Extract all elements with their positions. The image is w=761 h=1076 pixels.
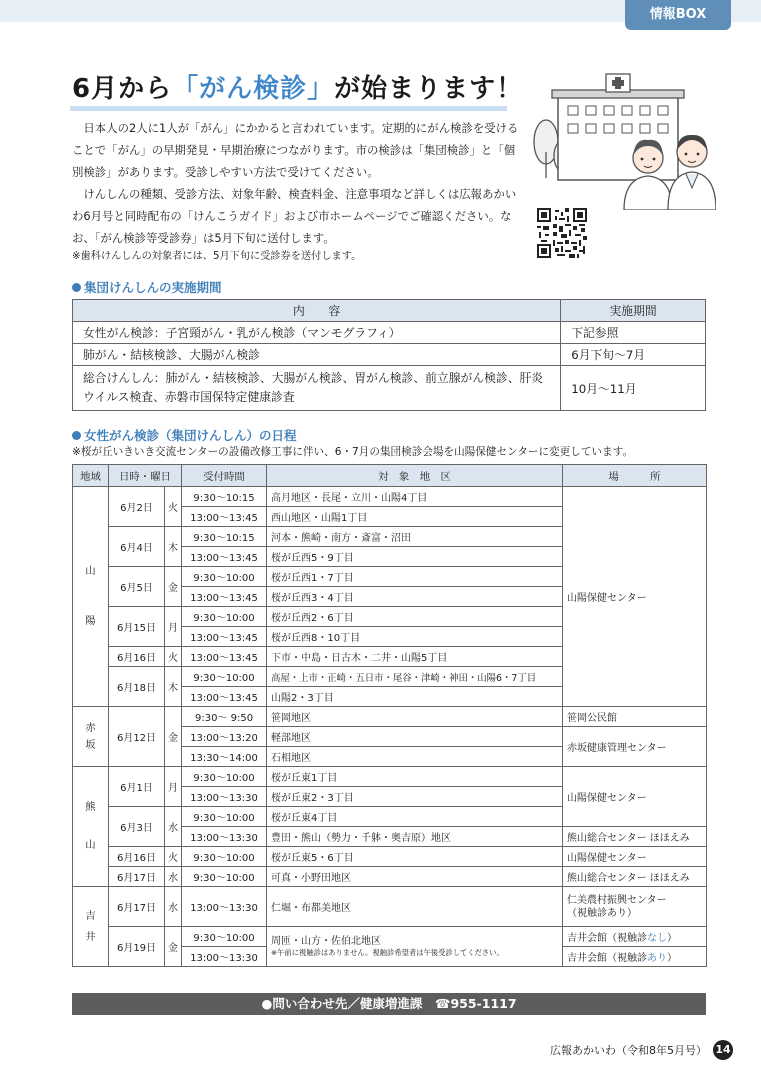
place-pre: 吉井会館（視触診 (567, 933, 648, 944)
cell-target: 桜が丘西1・7丁目 (267, 567, 563, 587)
section-heading-period-text: 集団けんしんの実施期間 (84, 280, 222, 295)
place-post: ） (667, 953, 678, 964)
cell-place (563, 887, 707, 927)
cell-target: 笹岡地区 (267, 707, 563, 727)
cell-day: 月 (165, 767, 182, 807)
cell-target: 石相地区 (267, 747, 563, 767)
place-highlight: あり (647, 953, 668, 964)
cell-time: 9:30～10:00 (182, 867, 267, 887)
intro-text (72, 117, 524, 265)
page-title (72, 68, 523, 105)
header-area: 地域 (73, 465, 109, 487)
title-underline (70, 106, 507, 111)
target-text: 周匝・山方・佐伯北地区 (271, 936, 382, 947)
cell-day: 水 (165, 807, 182, 847)
qr-code-icon[interactable] (537, 208, 587, 258)
intro-paragraph-1: 日本人の2人に1人が「がん」にかかると言われています。定期的にがん検診を受けることで「がん」の早期発見・早期治療につながります。市の検診は「集団検診」と「個別検診」があります。受診しやすい方法で受けてください。 (72, 121, 519, 179)
cell-target: 下市・中島・日古木・二井・山陽5丁目 (267, 647, 563, 667)
cell-target: 桜が丘西3・4丁目 (267, 587, 563, 607)
cell-date: 6月16日 (109, 847, 165, 867)
header-target: 対 象 地 区 (267, 465, 563, 487)
cell-day: 月 (165, 607, 182, 647)
cell-time: 9:30～10:00 (182, 567, 267, 587)
cell-time: 9:30～10:00 (182, 607, 267, 627)
area-sanyo: 山 陽 (73, 487, 109, 707)
cell-day: 火 (165, 487, 182, 527)
table-row (73, 887, 707, 927)
place-line2: （視触診あり） (567, 907, 638, 919)
table-header-row (73, 465, 707, 487)
cell-day: 木 (165, 527, 182, 567)
table-row (73, 767, 707, 787)
cell-time: 9:30～10:15 (182, 527, 267, 547)
place-highlight: なし (647, 933, 668, 944)
cell-time: 13:00～13:20 (182, 727, 267, 747)
section-heading-period (72, 278, 222, 296)
title-part2: が始まります！ (334, 74, 524, 104)
bullet-dot-icon (72, 283, 81, 292)
cell-date: 6月2日 (109, 487, 165, 527)
hospital-building-icon (552, 74, 684, 180)
cell-date: 6月1日 (109, 767, 165, 807)
cell-time: 9:30～10:00 (182, 807, 267, 827)
cell-place: 熊山総合センター ほほえみ (563, 827, 707, 847)
area-kumayama: 熊 山 (73, 767, 109, 887)
cell-target: 西山地区・山陽1丁目 (267, 507, 563, 527)
cell-target: 桜が丘東4丁目 (267, 807, 563, 827)
intro-note: ※歯科けんしんの対象者には、5月下旬に受診券を送付します。 (72, 251, 362, 262)
area-yoshii: 吉 井 (73, 887, 109, 967)
cell-time: 9:30～10:00 (182, 767, 267, 787)
info-box-tab: 情報BOX (625, 0, 731, 30)
cell-target: 桜が丘東1丁目 (267, 767, 563, 787)
cell-day: 金 (165, 567, 182, 607)
table-row (73, 927, 707, 947)
cell-time: 13:00～13:30 (182, 887, 267, 927)
cell-day: 水 (165, 887, 182, 927)
cell-date: 6月12日 (109, 707, 165, 767)
place-post: ） (667, 933, 678, 944)
contact-label: ●問い合わせ先／健康増進課 (261, 996, 423, 1011)
cell-target: 可真・小野田地区 (267, 867, 563, 887)
cell-day: 金 (165, 707, 182, 767)
cell-content: 総合けんしん：肺がん・結核検診、大腸がん検診、胃がん検診、前立腺がん検診、肝炎ウイルス検査、赤磐市国保特定健康診査 (73, 366, 561, 411)
cell-content: 肺がん・結核検診、大腸がん検診 (73, 344, 561, 366)
cell-time: 9:30～10:15 (182, 487, 267, 507)
cell-time: 13:30～14:00 (182, 747, 267, 767)
table-header-row (73, 300, 706, 322)
table-row (73, 847, 707, 867)
table-row (73, 322, 706, 344)
cell-place: 熊山総合センター ほほえみ (563, 867, 707, 887)
table-row (73, 344, 706, 366)
contact-bar (72, 993, 706, 1015)
header-content: 内 容 (73, 300, 561, 322)
cell-time: 13:00～13:45 (182, 587, 267, 607)
cell-place: 笹岡公民館 (563, 707, 707, 727)
table-row (73, 487, 707, 507)
cell-time: 13:00～13:45 (182, 507, 267, 527)
footer (550, 1040, 733, 1060)
cell-place: 山陽保健センター (563, 767, 707, 827)
cell-time: 13:00～13:30 (182, 827, 267, 847)
cell-target: 高屋・上市・正崎・五日市・尾谷・津崎・神田・山陽6・7丁目 (267, 667, 563, 687)
table-row (73, 707, 707, 727)
header-time: 受付時間 (182, 465, 267, 487)
header-place: 場 所 (563, 465, 707, 487)
cell-day: 木 (165, 667, 182, 707)
cell-target: 桜が丘東5・6丁目 (267, 847, 563, 867)
cell-target: 河本・熊崎・南方・斎富・沼田 (267, 527, 563, 547)
cell-time: 9:30～10:00 (182, 667, 267, 687)
cell-day: 火 (165, 647, 182, 667)
target-note: ※午前に視触診はありません。視触診希望者は午後受診してください。 (271, 948, 504, 957)
period-table (72, 299, 706, 411)
page-number: 14 (713, 1040, 733, 1060)
cell-time: 13:00～13:45 (182, 687, 267, 707)
title-part1: 6月から (72, 74, 173, 104)
cell-date: 6月18日 (109, 667, 165, 707)
cell-day: 水 (165, 867, 182, 887)
cell-content: 女性がん検診：子宮頸がん・乳がん検診（マンモグラフィ） (73, 322, 561, 344)
bullet-dot-icon (72, 431, 81, 440)
cell-target: 仁堀・布都美地区 (267, 887, 563, 927)
cell-target: 桜が丘東2・3丁目 (267, 787, 563, 807)
section-heading-schedule (72, 426, 297, 444)
cell-target: 軽部地区 (267, 727, 563, 747)
cell-date: 6月16日 (109, 647, 165, 667)
cell-time: 13:00～13:30 (182, 787, 267, 807)
cell-target: 豊田・熊山（勢力・千躰・奥吉原）地区 (267, 827, 563, 847)
cell-date: 6月15日 (109, 607, 165, 647)
publication-name: 広報あかいわ（令和8年5月号） (550, 1044, 707, 1057)
cell-target: 山陽2・3丁目 (267, 687, 563, 707)
cell-place: 山陽保健センター (563, 487, 707, 707)
schedule-table (72, 464, 707, 967)
cell-day: 金 (165, 927, 182, 967)
cell-date: 6月3日 (109, 807, 165, 847)
cell-time: 13:00～13:45 (182, 627, 267, 647)
table-row (73, 867, 707, 887)
area-akasaka: 赤 坂 (73, 707, 109, 767)
header-date: 日時・曜日 (109, 465, 182, 487)
cell-target: 桜が丘西2・6丁目 (267, 607, 563, 627)
place-pre: 吉井会館（視触診 (567, 953, 648, 964)
cell-time: 9:30～10:00 (182, 847, 267, 867)
section-heading-schedule-text: 女性がん検診（集団けんしん）の日程 (84, 428, 297, 443)
cell-place (563, 947, 707, 967)
cell-date: 6月19日 (109, 927, 165, 967)
cell-time: 13:00～13:45 (182, 647, 267, 667)
cell-time: 13:00～13:45 (182, 547, 267, 567)
contact-phone[interactable]: ☎955-1117 (434, 996, 517, 1011)
cell-place: 山陽保健センター (563, 847, 707, 867)
cell-period: 6月下旬～7月 (561, 344, 706, 366)
cell-time: 13:00～13:30 (182, 947, 267, 967)
intro-paragraph-2: けんしんの種類、受診方法、対象年齢、検査料金、注意事項など詳しくは広報あかいわ6月号と同時配布の「けんこうガイド」および市ホームページでご確認ください。なお、「がん検診等受診券」は5月下旬に送付します。 (72, 187, 517, 245)
title-highlight: 「がん検診」 (172, 74, 335, 104)
cell-time: 9:30～10:00 (182, 927, 267, 947)
cell-date: 6月4日 (109, 527, 165, 567)
cell-date: 6月5日 (109, 567, 165, 607)
hospital-illustration (528, 72, 716, 210)
header-period: 実施期間 (561, 300, 706, 322)
cell-target (267, 927, 563, 967)
cell-day: 火 (165, 847, 182, 867)
cell-place (563, 927, 707, 947)
cell-target: 桜が丘西8・10丁目 (267, 627, 563, 647)
cell-place: 赤坂健康管理センター (563, 727, 707, 767)
cell-target: 高月地区・長尾・立川・山陽4丁目 (267, 487, 563, 507)
cell-target: 桜が丘西5・9丁目 (267, 547, 563, 567)
place-line1: 仁美農村振興センター (567, 894, 667, 906)
cell-period: 下記参照 (561, 322, 706, 344)
cell-date: 6月17日 (109, 867, 165, 887)
cell-date: 6月17日 (109, 887, 165, 927)
schedule-note: ※桜が丘いきいき交流センターの設備改修工事に伴い、6・7月の集団検診会場を山陽保健センターに変更しています。 (72, 446, 633, 458)
cell-period: 10月～11月 (561, 366, 706, 411)
table-row (73, 366, 706, 411)
cell-time: 9:30～ 9:50 (182, 707, 267, 727)
